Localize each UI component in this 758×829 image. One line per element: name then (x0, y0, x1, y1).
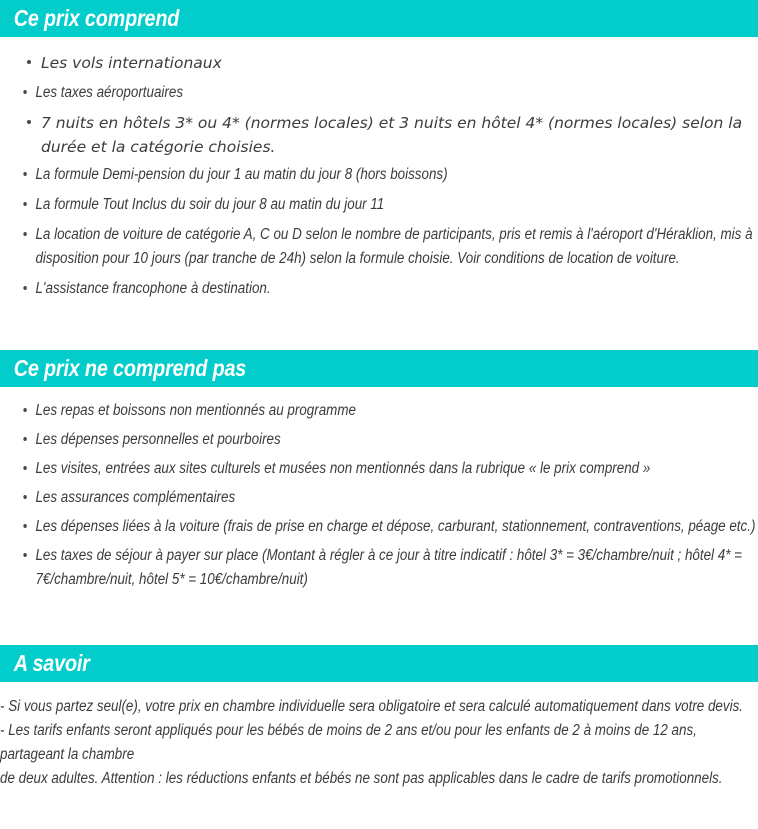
section-header-a-savoir (0, 645, 758, 682)
list-item: 7 nuits en hôtels 3* ou 4* (normes locales) et 3 nuits en hôtel 4* (normes locales) selon la durée et la catégorie choisies. (0, 111, 758, 159)
inclusions-list (0, 51, 758, 307)
section-title: Ce prix comprend (13, 5, 180, 31)
section-header-ce-prix-comprend (0, 0, 758, 37)
note-paragraph: - Les tarifs enfants seront appliqués pour les bébés de moins de 2 ans et/ou pour les enfants de 2 à moins de 12 ans, partageant la chambre (0, 722, 697, 763)
notes-body (0, 695, 758, 791)
section-spacer (0, 307, 758, 350)
note-paragraph: de deux adultes. Attention : les réductions enfants et bébés ne sont pas applicables dans le cadre de tarifs promotionnels. (0, 770, 723, 787)
section-spacer (0, 597, 758, 645)
list-item: La formule Demi-pension du jour 1 au matin du jour 8 (hors boissons) (0, 163, 758, 187)
list-item: Les visites, entrées aux sites culturels et musées non mentionnés dans la rubrique « le prix comprend » (0, 457, 758, 481)
list-item: Les dépenses liées à la voiture (frais de prise en charge et dépose, carburant, stationnement, contraventions, péage etc.) (0, 515, 758, 539)
exclusions-list (0, 399, 758, 597)
section-title: A savoir (13, 650, 90, 676)
list-item: La location de voiture de catégorie A, C ou D selon le nombre de participants, pris et remis à l'aéroport d'Héraklion, mis à disposition pour 10 jours (par tranche de 24h) selon la formule choisie. Voir conditions de location de voiture. (0, 223, 758, 271)
list-item: L'assistance francophone à destination. (0, 277, 758, 301)
list-item: Les repas et boissons non mentionnés au programme (0, 399, 758, 423)
list-item: La formule Tout Inclus du soir du jour 8 au matin du jour 11 (0, 193, 758, 217)
list-item: Les taxes aéroportuaires (0, 81, 758, 105)
list-item: Les vols internationaux (0, 51, 758, 75)
list-item: Les assurances complémentaires (0, 486, 758, 510)
section-header-ce-prix-ne-comprend-pas (0, 350, 758, 387)
list-item: Les taxes de séjour à payer sur place (Montant à régler à ce jour à titre indicatif : hôtel 3* = 3€/chambre/nuit ; hôtel 4* = 7€/chambre/nuit, hôtel 5* = 10€/chambre/nuit) (0, 544, 758, 592)
note-paragraph: - Si vous partez seul(e), votre prix en chambre individuelle sera obligatoire et sera calculé automatiquement dans votre devis. (0, 698, 744, 715)
section-title: Ce prix ne comprend pas (13, 355, 247, 381)
list-item: Les dépenses personnelles et pourboires (0, 428, 758, 452)
